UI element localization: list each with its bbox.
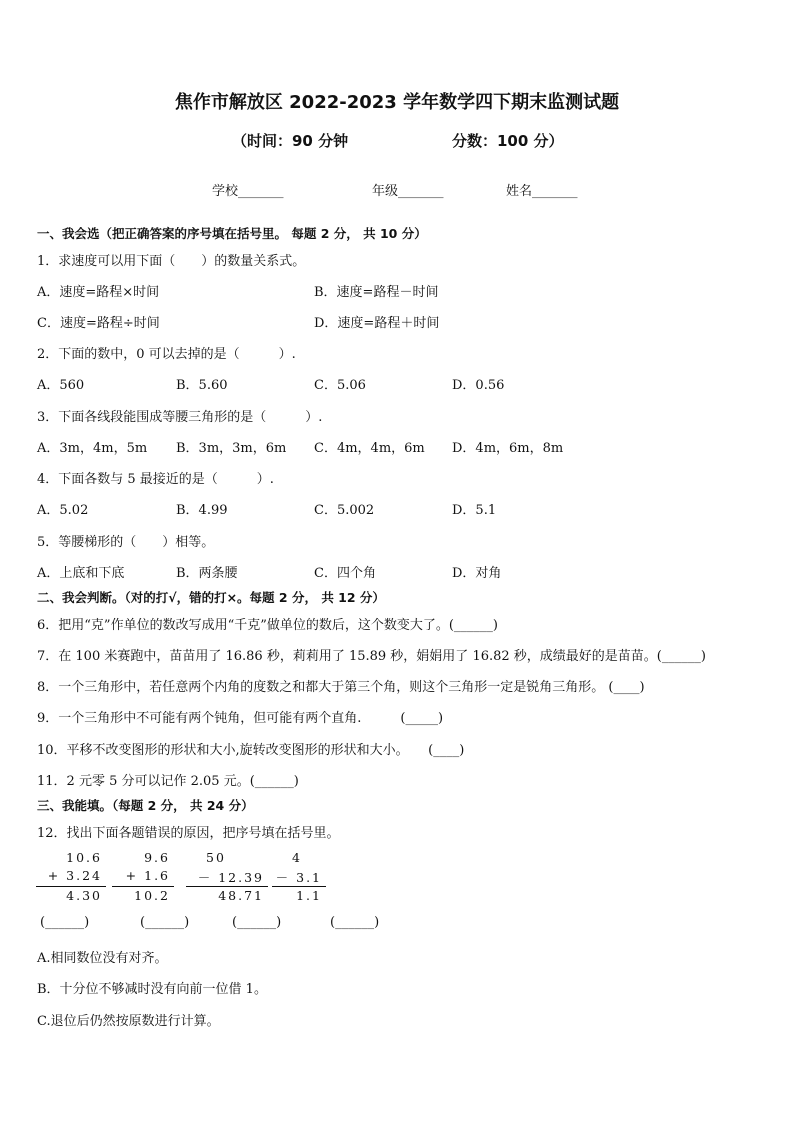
answer-blank-4[interactable]: (______) [330, 915, 380, 930]
section-heading-3: 三、我能填。（每题 2 分， 共 24 分） [37, 798, 254, 813]
q3-option-c[interactable]: C．4m，4m，6m [314, 441, 425, 456]
calc-1-result: 4.30 [66, 888, 102, 903]
judge-item-10: 10．平移不改变图形的形状和大小,旋转改变图形的形状和大小。 (____) [37, 743, 465, 758]
q3-option-a[interactable]: A．3m，4m，5m [37, 441, 148, 456]
calc-2-rule [112, 886, 174, 887]
calc-4-top: 4 [292, 850, 302, 865]
calc-3-bottom: － 12.39 [197, 870, 264, 885]
calc-1-top: 10.6 [66, 850, 102, 865]
calc-2-result: 10.2 [134, 888, 170, 903]
grade-field[interactable]: 年级_______ [372, 184, 444, 199]
question-12: 12．找出下面各题错误的原因，把序号填在括号里。 [37, 826, 340, 841]
calc-1-bottom: + 3.24 [47, 868, 102, 883]
calc-2-bottom: + 1.6 [125, 868, 170, 883]
q1-option-a[interactable]: A．速度=路程×时间 [37, 285, 160, 300]
calc-4 [272, 850, 326, 908]
answer-blank-2[interactable]: (______) [140, 915, 190, 930]
calc-4-bottom: － 3.1 [275, 870, 322, 885]
exam-time: （时间：90 分钟 [232, 132, 349, 150]
section-heading-1: 一、我会选（把正确答案的序号填在括号里。 每题 2 分， 共 10 分） [37, 226, 427, 241]
q1-option-d[interactable]: D．速度=路程＋时间 [314, 316, 440, 331]
calc-1 [36, 850, 106, 908]
judge-item-6: 6．把用“克”作单位的数改写成用“千克”做单位的数后，这个数变大了。(______) [37, 618, 498, 633]
name-field[interactable]: 姓名_______ [506, 184, 578, 199]
calc-2-top: 9.6 [144, 850, 170, 865]
judge-item-8: 8．一个三角形中，若任意两个内角的度数之和都大于第三个角，则这个三角形一定是锐角三角形。 (____) [37, 680, 645, 695]
exam-score: 分数：100 分） [452, 132, 564, 150]
answer-blank-1[interactable]: (______) [40, 915, 90, 930]
q4-option-b[interactable]: B．4.99 [176, 503, 228, 518]
section-heading-2: 二、我会判断。（对的打√，错的打×。每题 2 分， 共 12 分） [37, 590, 385, 605]
school-field[interactable]: 学校_______ [212, 184, 284, 199]
question-3: 3．下面各线段能围成等腰三角形的是（ ）. [37, 410, 323, 425]
question-2: 2．下面的数中，0 可以去掉的是（ ）. [37, 347, 296, 362]
judge-item-11: 11．2 元零 5 分可以记作 2.05 元。(______) [37, 774, 299, 789]
calc-4-result: 1.1 [296, 888, 322, 903]
reason-c: C.退位后仍然按原数进行计算。 [37, 1014, 220, 1029]
judge-item-9: 9．一个三角形中不可能有两个钝角，但可能有两个直角. (_____) [37, 711, 444, 726]
q4-option-a[interactable]: A．5.02 [37, 503, 89, 518]
q5-option-d[interactable]: D．对角 [452, 566, 502, 581]
q2-option-d[interactable]: D．0.56 [452, 378, 505, 393]
q1-option-c[interactable]: C．速度=路程÷时间 [37, 316, 160, 331]
answer-blank-3[interactable]: (______) [232, 915, 282, 930]
question-1: 1．求速度可以用下面（ ）的数量关系式。 [37, 254, 306, 269]
calc-1-rule [36, 886, 106, 887]
calc-3-rule [186, 886, 268, 887]
q5-option-a[interactable]: A．上底和下底 [37, 566, 125, 581]
q4-option-d[interactable]: D．5.1 [452, 503, 497, 518]
q1-option-b[interactable]: B．速度=路程－时间 [314, 285, 439, 300]
judge-item-7: 7．在 100 米赛跑中，苗苗用了 16.86 秒，莉莉用了 15.89 秒，娟娟用了 16.82 秒，成绩最好的是苗苗。(______) [37, 649, 706, 664]
reason-a: A.相同数位没有对齐。 [37, 951, 168, 966]
calc-3-result: 48.71 [218, 888, 264, 903]
q2-option-a[interactable]: A．560 [37, 378, 85, 393]
q2-option-c[interactable]: C．5.06 [314, 378, 366, 393]
question-4: 4．下面各数与 5 最接近的是（ ）. [37, 472, 274, 487]
q5-option-c[interactable]: C．四个角 [314, 566, 376, 581]
calc-2 [112, 850, 174, 908]
page-title: 焦作市解放区 2022-2023 学年数学四下期末监测试题 [174, 92, 620, 113]
calc-3 [186, 850, 268, 908]
q3-option-b[interactable]: B．3m，3m，6m [176, 441, 287, 456]
q2-option-b[interactable]: B．5.60 [176, 378, 228, 393]
q5-option-b[interactable]: B．两条腰 [176, 566, 238, 581]
q4-option-c[interactable]: C．5.002 [314, 503, 375, 518]
question-5: 5．等腰梯形的（ ）相等。 [37, 535, 215, 550]
calc-4-rule [272, 886, 326, 887]
calc-3-top: 50 [206, 850, 226, 865]
q3-option-d[interactable]: D．4m，6m，8m [452, 441, 564, 456]
reason-b: B．十分位不够减时没有向前一位借 1。 [37, 982, 267, 997]
